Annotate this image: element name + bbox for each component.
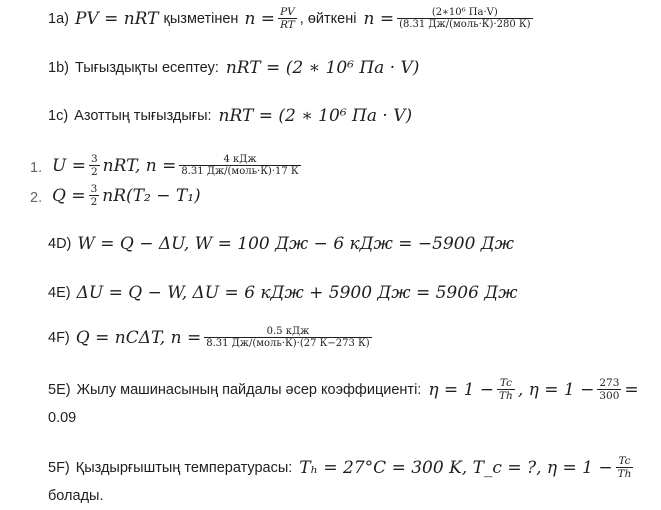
eta-equals-1: η = 1 − [428,379,495,400]
text-1b: Тығыздықты есептеу: [74,60,219,76]
label-1b: 1b) [48,60,69,76]
n-equals-2: n = [363,8,395,29]
label-4d: 4D) [48,236,72,252]
fraction-denominator: Th [617,468,632,480]
fraction-denominator: 300 [599,390,620,402]
line-5f [48,455,636,480]
line-5e [48,377,639,402]
q-equals: Q = [52,185,86,206]
text-5f: Қыздырғыштың температурасы: [75,459,293,476]
line-1a [48,6,536,31]
equation-5f: Tₕ = 27°C = 300 K, T_c = ?, η = 1 − [299,457,613,478]
nr-t2-t1: nR(T₂ − T₁) [102,185,201,206]
fraction-denominator: 8.31 Дж/(моль·К)·17 К [181,166,299,177]
fraction-denominator: (8.31 Дж/(моль·К)·280 К) [399,19,531,30]
equation-1b: nRT = (2 ∗ 10⁶ Па · V) [225,58,420,78]
fraction-tc-th [616,455,634,480]
label-5f: 5F) [48,459,70,476]
fraction-4f [204,326,371,349]
fraction-three-halves [89,183,100,208]
equals-sign: = [624,379,639,400]
fraction-numerator: PV [280,6,295,18]
list-number-2: 2. [30,190,43,206]
fraction-numerator: Tc [618,455,631,467]
fraction-moles [179,154,300,177]
fraction-denominator: RT [280,19,295,31]
line-4f [48,326,375,349]
fraction-three-halves [89,153,100,178]
label-4e: 4E) [48,285,71,301]
fraction-denominator: 2 [90,196,98,208]
eta-equals-2: , η = 1 − [517,379,595,400]
equation-4f: Q = nCΔT, n = [75,327,202,348]
line-4d [48,234,514,254]
label-4f: 4F) [48,329,70,346]
fraction-denominator: 2 [90,166,98,178]
fraction-numerator: 4 кДж [223,154,257,165]
line-1b [48,58,419,78]
fraction-numerator: 273 [599,377,620,389]
nrt-n-equals: nRT, n = [102,155,177,176]
text-1c: Азоттың тығыздығы: [74,108,212,124]
list-number-1: 1. [30,160,43,176]
result-5e: 0.09 [48,410,77,426]
line-1c [48,106,412,126]
equation-pv-nrt: PV = nRT [74,8,159,29]
fraction-numerator: 0.5 кДж [266,326,310,337]
word-kyzmetinen: қызметінен [163,10,239,27]
fraction-numerator: Tc [499,377,512,389]
equation-4d: W = Q − ΔU, W = 100 Дж − 6 кДж = −5900 Дж [77,234,514,254]
equation-1c: nRT = (2 ∗ 10⁶ Па · V) [218,106,413,126]
label-1c: 1c) [48,108,69,124]
list-item-2 [52,183,201,208]
list-item-1 [52,153,304,178]
fraction-denominator: Th [499,390,513,402]
fraction-numerator: 3 [90,153,98,165]
label-1a: 1a) [48,10,69,27]
fraction-density [397,7,532,30]
fraction-numerator: (2∗10⁶ Па·V) [431,7,498,18]
text-bolady: болады. [48,488,104,504]
u-equals: U = [52,155,86,176]
text-5e: Жылу машинасының пайдалы әсер коэффициенті: [76,381,422,398]
line-4e [48,283,517,303]
fraction-273-300 [597,377,621,402]
equation-4e: ΔU = Q − W, ΔU = 6 кДж + 5900 Дж = 5906 Дж [76,283,518,303]
fraction-numerator: 3 [90,183,98,195]
word-oitkeni: , өйткені [299,10,357,27]
n-equals: n = [244,8,276,29]
fraction-pv-rt [278,6,297,31]
fraction-tc-th [497,377,515,402]
label-5e: 5E) [48,381,71,398]
fraction-denominator: 8.31 Дж/(моль·К)·(27 К−273 К) [206,338,370,349]
